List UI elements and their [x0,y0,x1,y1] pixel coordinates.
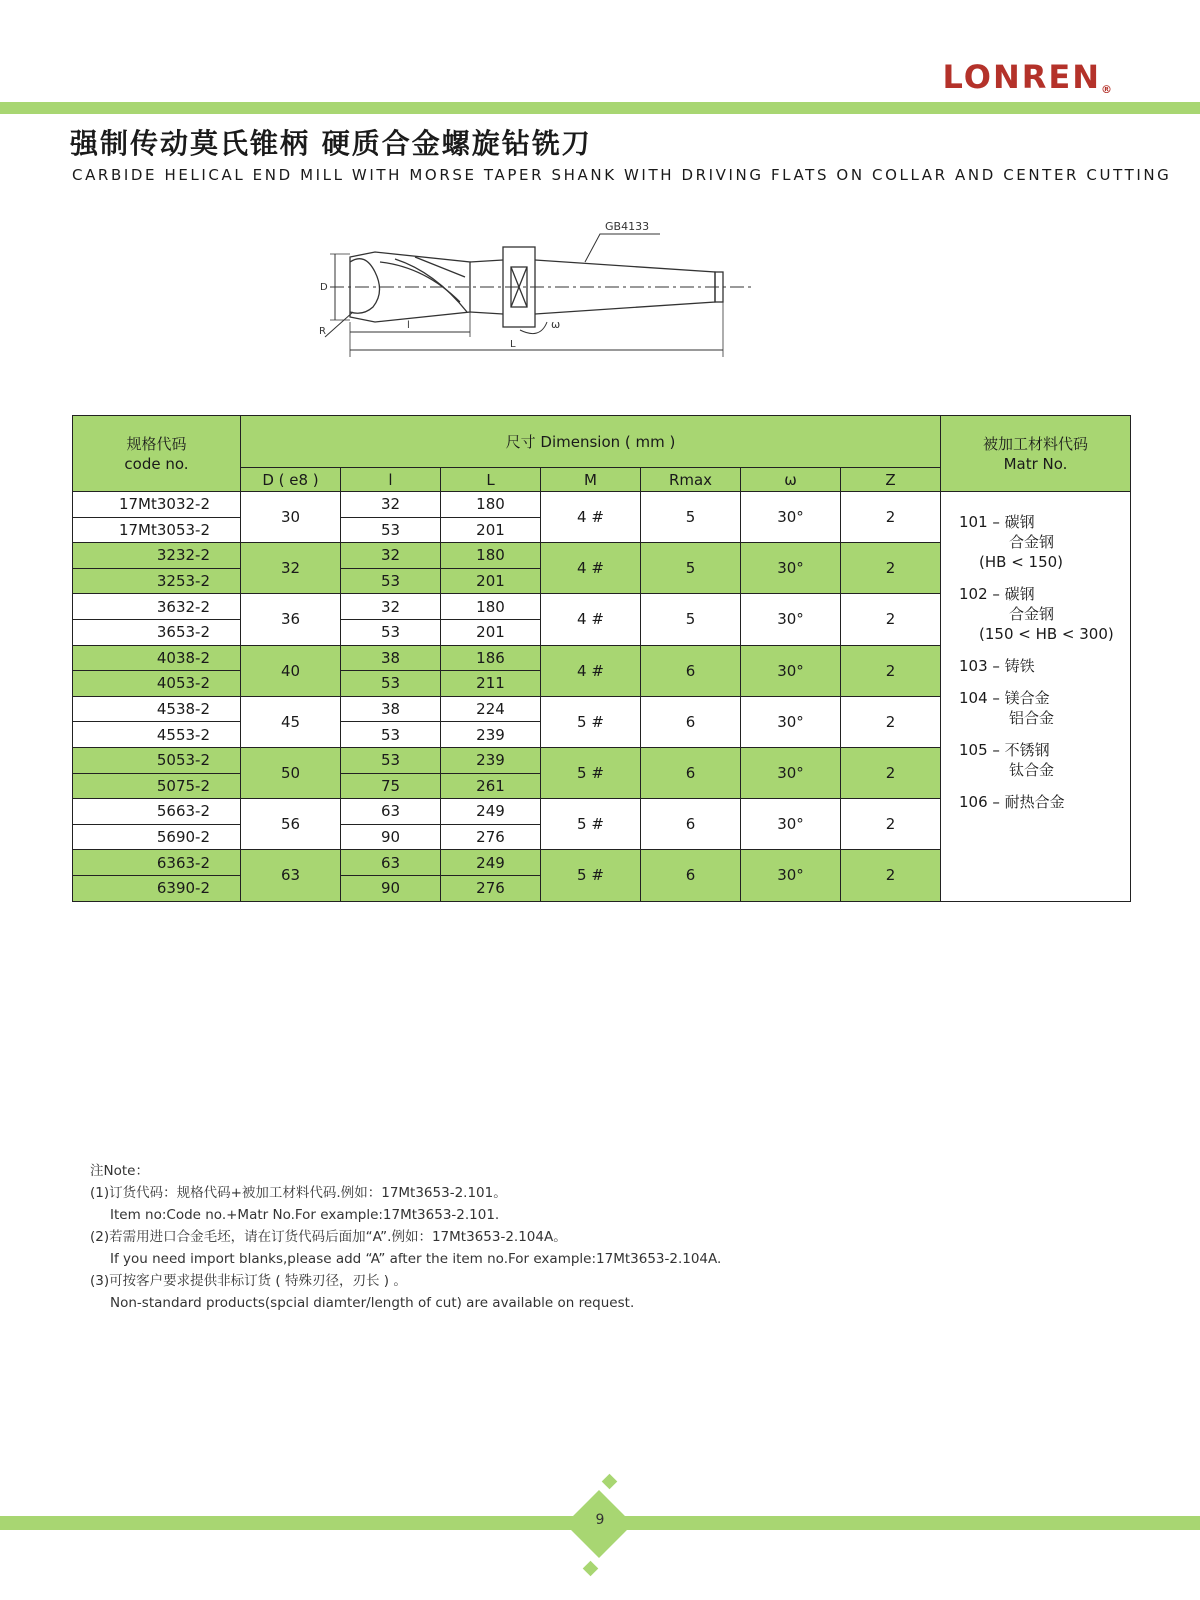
code-cell: 6390-2 [73,875,241,901]
page-title-cn: 强制传动莫氏锥柄 硬质合金螺旋钻铣刀 [70,127,592,160]
z-cell: 2 [841,799,941,850]
col-header-d: D ( e8 ) [241,468,341,492]
l-cell: 90 [341,875,441,901]
code-cell: 5075-2 [73,773,241,799]
l-cell: 53 [341,747,441,773]
d-cell: 56 [241,799,341,850]
omega-cell: 30° [741,696,841,747]
L-cell: 201 [441,619,541,645]
L-cell: 224 [441,696,541,722]
table-row [73,492,1131,518]
d-cell: 50 [241,747,341,798]
code-cell: 17Mt3032-2 [73,492,241,518]
l-cell: 32 [341,543,441,569]
L-cell: 276 [441,824,541,850]
m-cell: 4 # [541,543,641,594]
L-cell: 239 [441,722,541,748]
dim-l-label: l [407,320,410,331]
code-column-header: 规格代码 code no. [73,416,241,492]
code-cell: 17Mt3053-2 [73,517,241,543]
material-code-item [959,792,1130,812]
m-cell: 5 # [541,799,641,850]
material-code-line: 103 – 铸铁 [959,657,1035,675]
material-code-line: 101 – 碳钢 [959,513,1035,531]
rmax-cell: 6 [641,645,741,696]
material-code-line: (HB < 150) [979,553,1064,571]
L-cell: 180 [441,594,541,620]
end-mill-drawing [315,212,765,372]
l-cell: 90 [341,824,441,850]
m-cell: 5 # [541,850,641,901]
code-cell: 5690-2 [73,824,241,850]
notes-heading: 注Note： [90,1163,149,1179]
rmax-cell: 5 [641,492,741,543]
rmax-cell: 6 [641,850,741,901]
note-line: Non-standard products(spcial diamter/length of cut) are available on request. [110,1295,635,1311]
L-cell: 249 [441,850,541,876]
m-cell: 4 # [541,594,641,645]
z-cell: 2 [841,696,941,747]
rmax-cell: 6 [641,696,741,747]
omega-cell: 30° [741,645,841,696]
material-code-line: 104 – 镁合金 [959,689,1050,707]
material-codes-cell [941,492,1131,902]
l-cell: 63 [341,799,441,825]
z-cell: 2 [841,492,941,543]
material-code-line: 铝合金 [1009,709,1055,727]
d-cell: 63 [241,850,341,901]
z-cell: 2 [841,543,941,594]
L-cell: 261 [441,773,541,799]
l-cell: 53 [341,671,441,697]
L-cell: 201 [441,517,541,543]
l-cell: 53 [341,517,441,543]
l-cell: 38 [341,645,441,671]
rmax-cell: 5 [641,543,741,594]
dim-L-label: L [510,339,516,350]
l-cell: 32 [341,594,441,620]
z-cell: 2 [841,645,941,696]
d-cell: 32 [241,543,341,594]
code-cell: 4038-2 [73,645,241,671]
material-code-line: 102 – 碳钢 [959,585,1035,603]
L-cell: 276 [441,875,541,901]
l-cell: 32 [341,492,441,518]
L-cell: 249 [441,799,541,825]
dim-d-label: D [320,282,328,293]
L-cell: 211 [441,671,541,697]
z-cell: 2 [841,850,941,901]
rmax-cell: 5 [641,594,741,645]
material-code-item [959,512,1130,572]
z-cell: 2 [841,594,941,645]
L-cell: 180 [441,543,541,569]
l-cell: 53 [341,619,441,645]
m-cell: 4 # [541,645,641,696]
note-line: (2)若需用进口合金毛坯，请在订货代码后面加“A”.例如：17Mt3653-2.104A。 [90,1229,567,1245]
notes-section [90,1160,721,1314]
code-cell: 4538-2 [73,696,241,722]
note-line: If you need import blanks,please add “A” after the item no.For example:17Mt3653-2.104A. [110,1251,722,1267]
l-cell: 53 [341,722,441,748]
material-code-item [959,688,1130,728]
page-title-en: CARBIDE HELICAL END MILL WITH MORSE TAPER SHANK WITH DRIVING FLATS ON COLLAR AND CENTER CUTTING [72,166,1172,184]
col-header-rmax: Rmax [641,468,741,492]
code-cell: 3632-2 [73,594,241,620]
dim-r-label: R [319,326,326,337]
rmax-cell: 6 [641,747,741,798]
top-accent-band [0,102,1200,114]
material-code-line: 钛合金 [1009,761,1055,779]
omega-cell: 30° [741,492,841,543]
m-cell: 5 # [541,747,641,798]
code-cell: 4553-2 [73,722,241,748]
code-cell: 6363-2 [73,850,241,876]
material-code-line: 106 – 耐热合金 [959,793,1065,811]
spec-table [72,415,1131,902]
d-cell: 40 [241,645,341,696]
omega-cell: 30° [741,850,841,901]
material-code-line: 105 – 不锈钢 [959,741,1050,759]
matr-column-header: 被加工材料代码 Matr No. [941,416,1131,492]
omega-cell: 30° [741,747,841,798]
code-cell: 4053-2 [73,671,241,697]
code-cell: 5053-2 [73,747,241,773]
L-cell: 180 [441,492,541,518]
material-code-item [959,740,1130,780]
col-header-L: L [441,468,541,492]
z-cell: 2 [841,747,941,798]
brand-logo: LONREN® [942,58,1112,96]
L-cell: 201 [441,568,541,594]
l-cell: 75 [341,773,441,799]
l-cell: 53 [341,568,441,594]
material-code-line: (150 < HB < 300) [979,625,1114,643]
material-code-line: 合金钢 [1009,605,1055,623]
standard-label: GB4133 [605,220,650,233]
L-cell: 186 [441,645,541,671]
note-line: (3)可按客户要求提供非标订货 ( 特殊刃径，刃长 ) 。 [90,1273,407,1289]
code-cell: 3253-2 [73,568,241,594]
col-header-omega: ω [741,468,841,492]
col-header-l: l [341,468,441,492]
m-cell: 4 # [541,492,641,543]
m-cell: 5 # [541,696,641,747]
code-cell: 3232-2 [73,543,241,569]
d-cell: 30 [241,492,341,543]
col-header-m: M [541,468,641,492]
decor-square-top [602,1474,618,1490]
col-header-z: Z [841,468,941,492]
code-cell: 3653-2 [73,619,241,645]
page-number: 9 [595,1512,605,1528]
omega-cell: 30° [741,543,841,594]
omega-cell: 30° [741,799,841,850]
dimension-header: 尺寸 Dimension ( mm ) [241,416,941,468]
omega-cell: 30° [741,594,841,645]
material-code-item [959,656,1130,676]
l-cell: 38 [341,696,441,722]
dim-omega-label: ω [551,318,561,331]
decor-square-bottom [583,1561,599,1577]
material-code-item [959,584,1130,644]
note-line: Item no:Code no.+Matr No.For example:17Mt3653-2.101. [110,1207,500,1223]
rmax-cell: 6 [641,799,741,850]
l-cell: 63 [341,850,441,876]
note-line: (1)订货代码：规格代码+被加工材料代码.例如：17Mt3653-2.101。 [90,1185,507,1201]
d-cell: 36 [241,594,341,645]
code-cell: 5663-2 [73,799,241,825]
L-cell: 239 [441,747,541,773]
material-code-line: 合金钢 [1009,533,1055,551]
d-cell: 45 [241,696,341,747]
